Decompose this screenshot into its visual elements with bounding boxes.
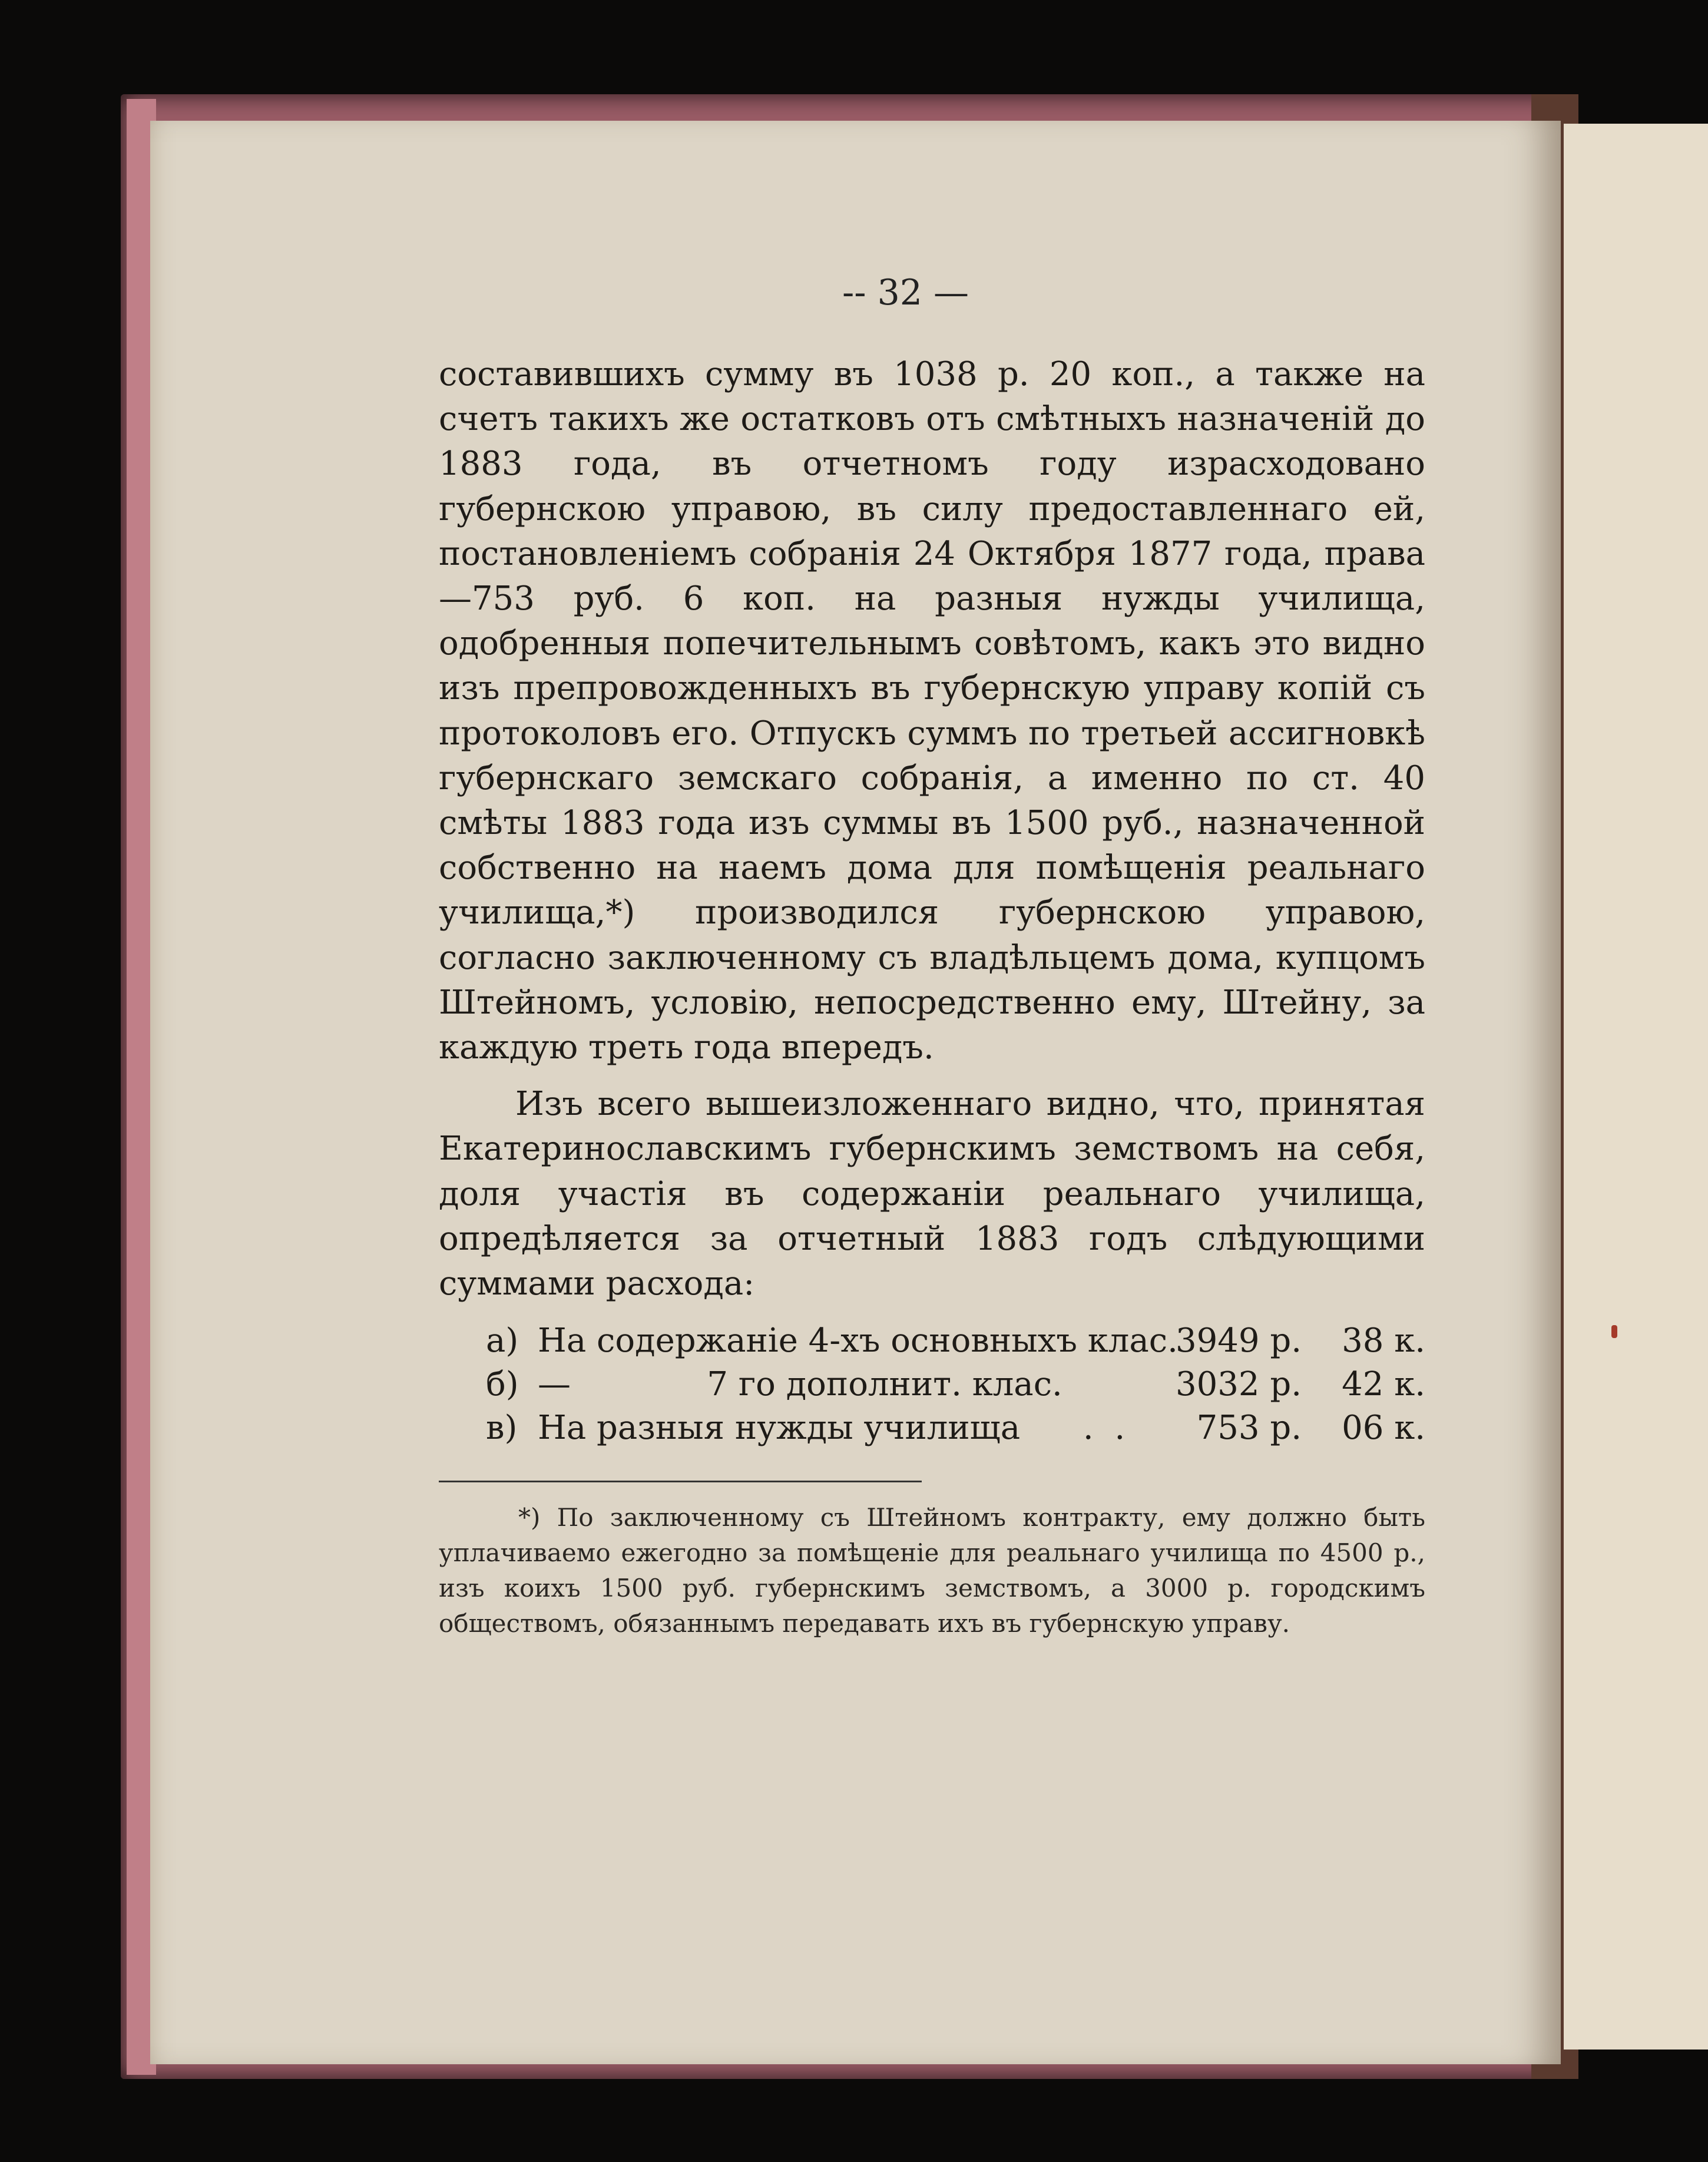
item-kopecks: 38 к. <box>1342 1322 1425 1360</box>
item-text: — 7 го дополнит. клас. <box>538 1365 1062 1404</box>
expense-item <box>439 1319 1425 1363</box>
paragraph-2: Изъ всего вышеизложеннаго видно, что, принятая Екатеринославскимъ губернскимъ земствомъ на себя, доля участія въ содержаніи реальнаго училища, опредѣляется за отчетный 1883 годъ слѣдующими суммами расхода: <box>439 1085 1425 1303</box>
footnote-rule <box>439 1481 922 1482</box>
expense-item <box>439 1363 1425 1406</box>
item-rubles: 3032 р. <box>1176 1365 1302 1404</box>
page-number: -- 32 — <box>842 272 969 313</box>
expense-item <box>439 1406 1425 1450</box>
item-text: На разныя нужды училища . . <box>538 1409 1126 1448</box>
item-mark: б) <box>486 1365 519 1404</box>
item-kopecks: 42 к. <box>1342 1365 1425 1404</box>
paper-spot <box>1611 1325 1617 1338</box>
item-rubles: 753 р. <box>1196 1409 1302 1448</box>
item-mark: а) <box>486 1322 519 1360</box>
item-mark: в) <box>486 1409 518 1448</box>
item-text: На содержаніе 4-хъ основныхъ клас. <box>538 1322 1178 1360</box>
footnote: *) По заключенному съ Штейномъ контракту, ему должно быть уплачиваемо ежегодно за помѣщеніе для реальнаго училища по 4500 р., изъ коихъ 1500 руб. губернскимъ земствомъ, а 3000 р. городскимъ обществомъ, обязаннымъ передавать ихъ въ губернскую управу. <box>439 1503 1425 1638</box>
expense-list <box>439 1319 1425 1450</box>
page-content <box>439 277 1425 1666</box>
item-rubles: 3949 р. <box>1176 1322 1302 1360</box>
right-page-edge <box>1564 124 1708 2050</box>
paragraph-1: составившихъ сумму въ 1038 р. 20 коп., а также на счетъ такихъ же остатковъ отъ смѣтныхъ назначеній до 1883 года, въ отчетномъ году израсходовано губернскою управою, въ силу предоставленнаго ей, постановленіемъ собранія 24 Октября 1877 года, права—753 руб. 6 коп. на разныя нужды училища, одобренныя попечительнымъ совѣтомъ, какъ это видно изъ препровожденныхъ въ губернскую управу копій съ протоколовъ его. Отпускъ суммъ по третьей ассигновкѣ губернскаго земскаго собранія, а именно по ст. 40 смѣты 1883 года изъ суммы въ 1500 руб., назначенной собственно на наемъ дома для помѣщенія реальнаго училища,*) производился губернскою управою, согласно заключенному съ владѣльцемъ дома, купцомъ Штейномъ, условію, непосредственно ему, Штейну, за каждую треть года впередъ. <box>439 355 1425 1067</box>
item-kopecks: 06 к. <box>1342 1409 1425 1448</box>
